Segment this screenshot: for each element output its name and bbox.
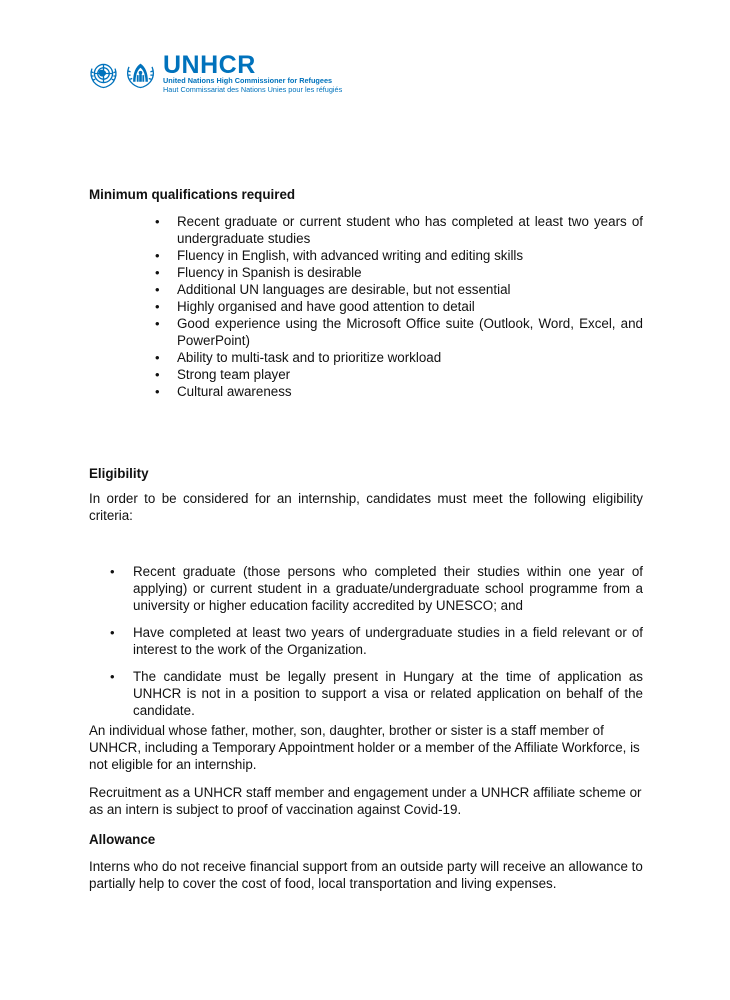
logo-acronym: UNHCR: [163, 51, 256, 79]
list-item: • Fluency in Spanish is desirable: [155, 265, 362, 280]
list-item: • Fluency in English, with advanced writing and editing skills: [155, 248, 524, 263]
bullet-icon: •: [155, 265, 160, 280]
allowance-text: Interns who do not receive financial support from an outside party will receive an allowance to partially help to cover the cost of food, local transportation and living expenses.: [89, 859, 643, 891]
bullet-icon: •: [155, 384, 160, 399]
list-item: • Strong team player: [155, 367, 291, 382]
qualifications-list: [155, 213, 643, 400]
list-item: • Additional UN languages are desirable, but not essential: [155, 282, 511, 297]
list-item: • The candidate must be legally present in Hungary at the time of application as UNHCR is not in a position to support a visa or related application on behalf of the candidate.: [110, 669, 643, 718]
list-item: • Good experience using the Microsoft Office suite (Outlook, Word, Excel, and PowerPoint): [155, 316, 643, 348]
bullet-icon: •: [155, 350, 160, 365]
allowance-heading: Allowance: [89, 832, 156, 847]
bullet-icon: •: [155, 316, 160, 331]
bullet-icon: •: [110, 669, 115, 684]
eligibility-criteria-list: [110, 563, 643, 729]
family-eligibility-note: An individual whose father, mother, son, daughter, brother or sister is a staff member of UNHCR, including a Temporary Appointment holder or a member of the Affiliate Workforce, is not eligible for an internship.: [89, 723, 640, 772]
logo-text: [163, 52, 342, 94]
bullet-icon: •: [110, 564, 115, 579]
bullet-icon: •: [155, 299, 160, 314]
unhcr-emblem-icon: [124, 57, 157, 90]
list-item: • Recent graduate or current student who has completed at least two years of undergraduate studies: [155, 214, 643, 246]
list-item: • Ability to multi-task and to prioritize workload: [155, 350, 442, 365]
list-item: • Have completed at least two years of undergraduate studies in a field relevant or of interest to the work of the Organization.: [110, 625, 643, 657]
bullet-icon: •: [155, 367, 160, 382]
list-item: • Cultural awareness: [155, 384, 292, 399]
un-emblem-icon: [87, 57, 120, 90]
vaccination-note: Recruitment as a UNHCR staff member and engagement under a UNHCR affiliate scheme or as an intern is subject to proof of vaccination against Covid-19.: [89, 785, 642, 817]
list-item: • Highly organised and have good attention to detail: [155, 299, 475, 314]
qualifications-heading: Minimum qualifications required: [89, 187, 296, 202]
logo-french-name: Haut Commissariat des Nations Unies pour les réfugiés: [163, 85, 343, 94]
bullet-icon: •: [155, 248, 160, 263]
bullet-icon: •: [155, 214, 160, 229]
logo-english-name: United Nations High Commissioner for Refugees: [163, 76, 333, 85]
eligibility-heading: Eligibility: [89, 466, 149, 481]
eligibility-intro: In order to be considered for an internship, candidates must meet the following eligibility criteria:: [89, 491, 643, 523]
bullet-icon: •: [110, 625, 115, 640]
unhcr-logo: [87, 53, 342, 93]
bullet-icon: •: [155, 282, 160, 297]
list-item: • Recent graduate (those persons who completed their studies within one year of applying) or current student in a graduate/undergraduate school programme from a university or higher education facility accredited by UNESCO; and: [110, 564, 643, 613]
